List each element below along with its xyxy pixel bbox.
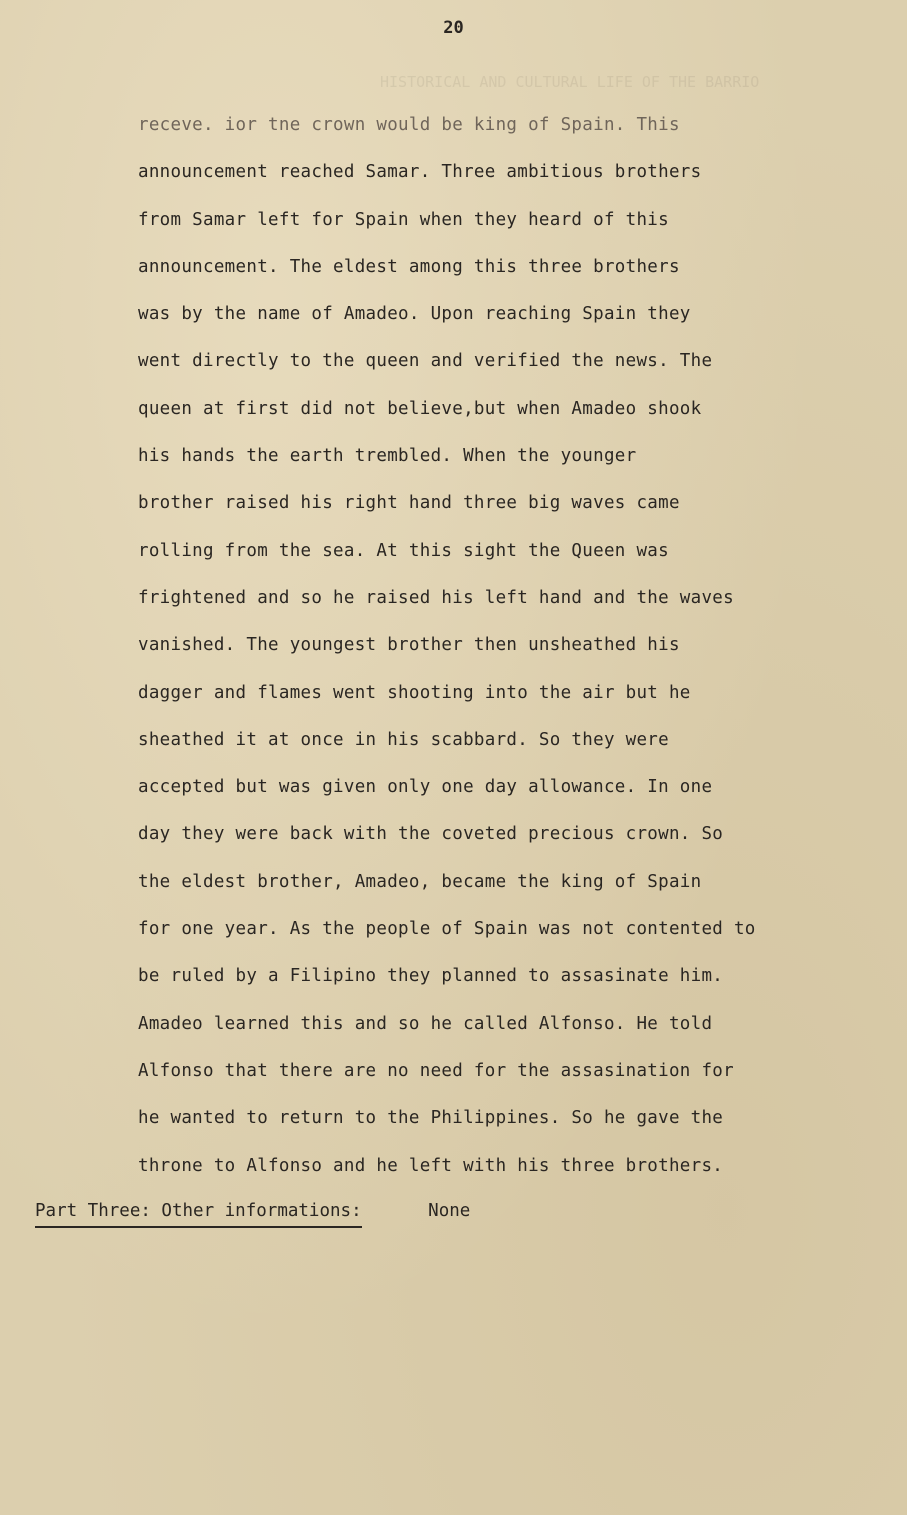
text-line: for one year. As the people of Spain was not contented to [138,919,756,940]
text-line: announcement reached Samar. Three ambitious brothers [138,162,702,183]
text-line: rolling from the sea. At this sight the Queen was [138,540,669,561]
text-line: sheathed it at once in his scabbard. So they were [138,729,669,750]
text-line: queen at first did not believe,but when Amadeo shook [138,398,702,419]
narrative-body [138,108,756,1196]
text-line: Amadeo learned this and so he called Alfonso. He told [138,1013,713,1034]
text-line: be ruled by a Filipino they planned to assasinate him. [138,966,724,987]
text-line: frightened and so he raised his left hand and the waves [138,587,734,608]
text-line: the eldest brother, Amadeo, became the king of Spain [138,871,702,892]
text-line: Alfonso that there are no need for the assasination for [138,1060,734,1081]
text-line: receve. ior tne crown would be king of Spain. This [138,115,680,135]
text-line: went directly to the queen and verified the news. The [138,351,713,372]
text-line: accepted but was given only one day allowance. In one [138,777,713,798]
text-line: was by the name of Amadeo. Upon reaching Spain they [138,304,691,325]
text-line: from Samar left for Spain when they heard of this [138,209,669,230]
text-line: his hands the earth trembled. When the younger [138,446,637,467]
text-line: dagger and flames went shooting into the air but he [138,682,691,703]
text-line: day they were back with the coveted precious crown. So [138,824,724,845]
bleed-through-text: HISTORICAL AND CULTURAL LIFE OF THE BARRIO [380,73,760,91]
text-line: brother raised his right hand three big waves came [138,493,680,514]
part-three-value: None [428,1201,471,1221]
text-line: throne to Alfonso and he left with his three brothers. [138,1155,724,1176]
text-line: vanished. The youngest brother then unsheathed his [138,635,680,656]
part-three-heading: Part Three: Other informations: [35,1198,362,1228]
text-line: he wanted to return to the Philippines. So he gave the [138,1108,724,1129]
text-line: announcement. The eldest among this three brothers [138,256,680,277]
page-number: 20 [443,18,464,38]
part-three-section [35,1198,470,1228]
